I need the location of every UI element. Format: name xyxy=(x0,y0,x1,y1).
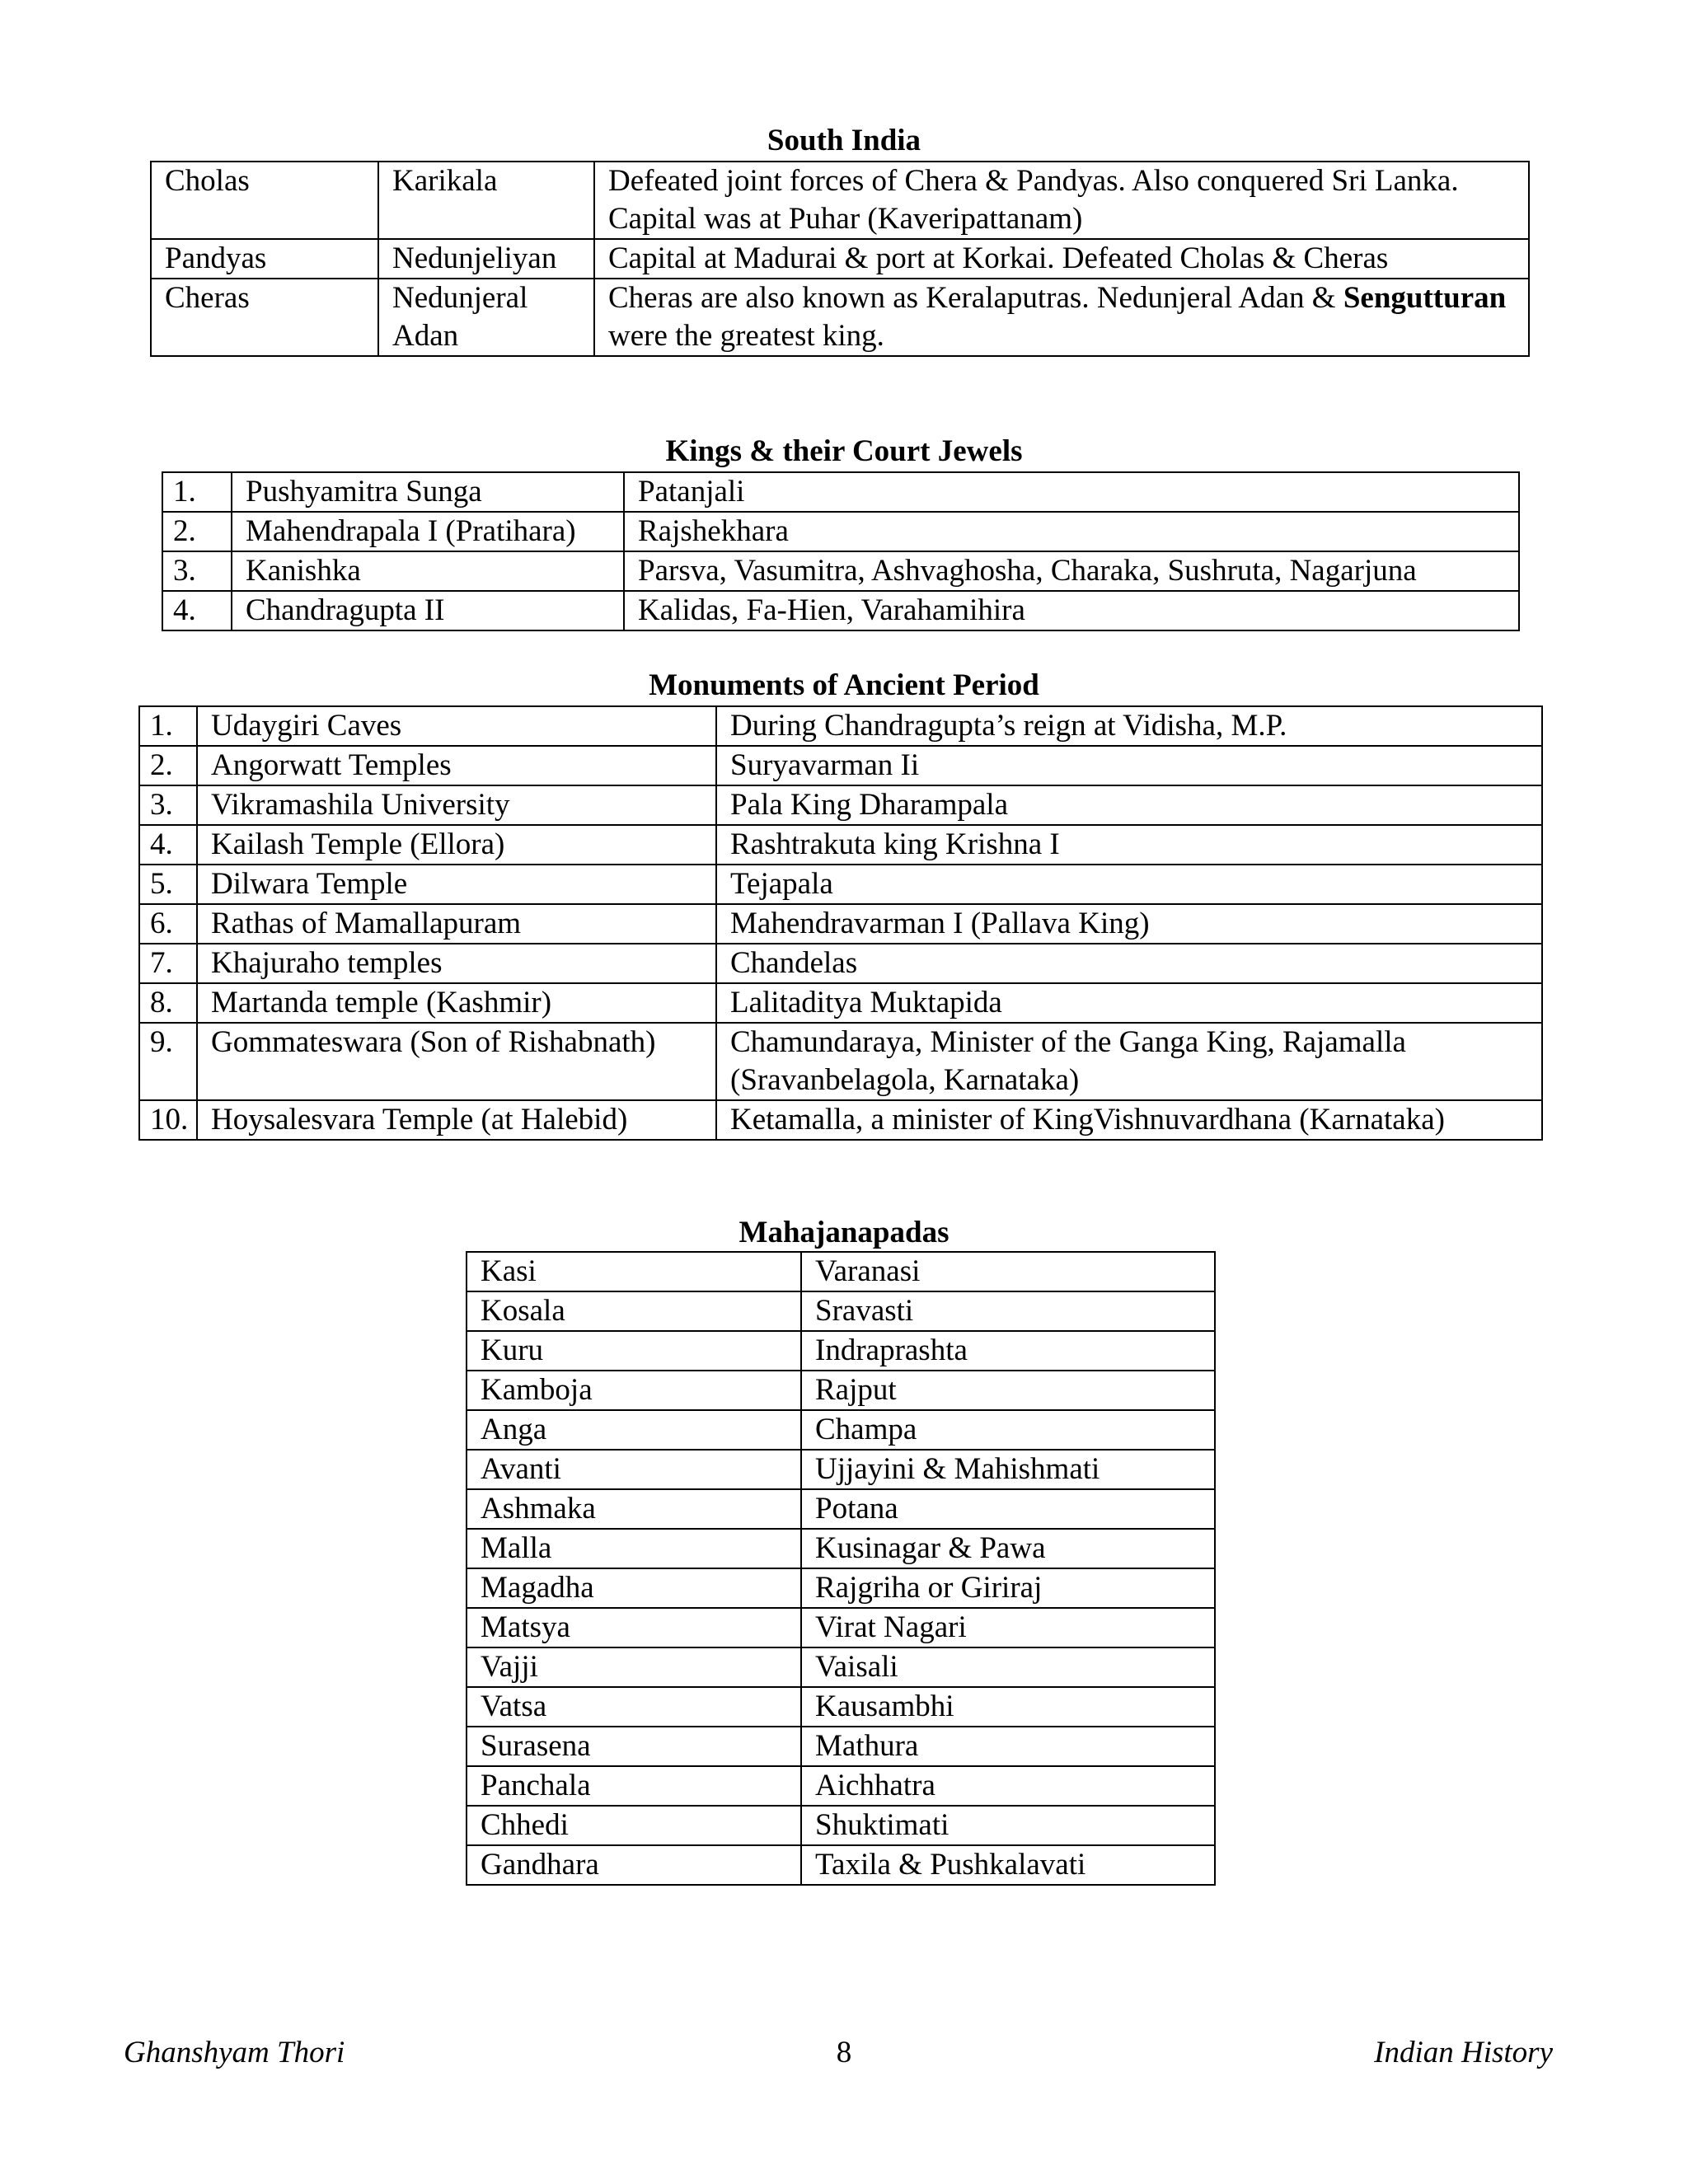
n-cell: 5. xyxy=(139,865,197,904)
king-cell: Karikala xyxy=(378,162,594,239)
table-row xyxy=(467,1845,1215,1885)
name-cell: Rathas of Mamallapuram xyxy=(197,904,716,944)
capital-cell: Kausambhi xyxy=(801,1687,1215,1727)
name-cell: Kosala xyxy=(467,1291,801,1331)
king-cell: Nedunjeral Adan xyxy=(378,279,594,356)
n-cell: 1. xyxy=(162,472,232,512)
table-row xyxy=(139,865,1542,904)
mahajanapadas-table xyxy=(466,1251,1216,1886)
detail-cell: Lalitaditya Muktapida xyxy=(716,983,1542,1023)
name-cell: Ashmaka xyxy=(467,1489,801,1529)
capital-cell: Sravasti xyxy=(801,1291,1215,1331)
table-row xyxy=(139,1023,1542,1100)
table-row xyxy=(467,1727,1215,1766)
detail-cell: Chandelas xyxy=(716,944,1542,983)
note-text: were the greatest king. xyxy=(608,319,884,353)
capital-cell: Virat Nagari xyxy=(801,1608,1215,1647)
table-row xyxy=(467,1371,1215,1410)
court-jewels-table xyxy=(162,471,1520,631)
jewels-cell: Kalidas, Fa-Hien, Varahamihira xyxy=(624,591,1519,630)
table-row xyxy=(139,746,1542,785)
detail-cell: Tejapala xyxy=(716,865,1542,904)
table-row xyxy=(139,904,1542,944)
capital-cell: Mathura xyxy=(801,1727,1215,1766)
n-cell: 4. xyxy=(139,825,197,865)
table-row xyxy=(162,472,1519,512)
capital-cell: Champa xyxy=(801,1410,1215,1450)
table-row xyxy=(139,706,1542,746)
jewels-cell: Rajshekhara xyxy=(624,512,1519,551)
table-row xyxy=(467,1806,1215,1845)
footer-subject: Indian History xyxy=(1374,2036,1553,2069)
king-cell: Mahendrapala I (Pratihara) xyxy=(232,512,624,551)
table-row xyxy=(467,1291,1215,1331)
table-row xyxy=(467,1331,1215,1371)
name-cell: Angorwatt Temples xyxy=(197,746,716,785)
table-row xyxy=(467,1489,1215,1529)
table-row xyxy=(467,1766,1215,1806)
name-cell: Chhedi xyxy=(467,1806,801,1845)
detail-cell: Rashtrakuta king Krishna I xyxy=(716,825,1542,865)
table-row xyxy=(162,512,1519,551)
footer-author: Ghanshyam Thori xyxy=(124,2036,345,2069)
note-cell: Capital at Madurai & port at Korkai. Defeated Cholas & Cheras xyxy=(594,239,1529,279)
detail-cell: Chamundaraya, Minister of the Ganga King, Rajamalla (Sravanbelagola, Karnataka) xyxy=(716,1023,1542,1100)
capital-cell: Aichhatra xyxy=(801,1766,1215,1806)
monuments-table xyxy=(138,705,1543,1141)
dynasty-cell: Pandyas xyxy=(151,239,378,279)
name-cell: Magadha xyxy=(467,1568,801,1608)
name-cell: Matsya xyxy=(467,1608,801,1647)
n-cell: 4. xyxy=(162,591,232,630)
table-row xyxy=(151,279,1529,356)
name-cell: Kuru xyxy=(467,1331,801,1371)
n-cell: 6. xyxy=(139,904,197,944)
table-row xyxy=(139,825,1542,865)
capital-cell: Shuktimati xyxy=(801,1806,1215,1845)
name-cell: Kasi xyxy=(467,1252,801,1291)
king-cell: Chandragupta II xyxy=(232,591,624,630)
name-cell: Udaygiri Caves xyxy=(197,706,716,746)
table-row xyxy=(467,1568,1215,1608)
n-cell: 7. xyxy=(139,944,197,983)
dynasty-cell: Cholas xyxy=(151,162,378,239)
capital-cell: Indraprashta xyxy=(801,1331,1215,1371)
name-cell: Khajuraho temples xyxy=(197,944,716,983)
detail-cell: Suryavarman Ii xyxy=(716,746,1542,785)
dynasty-cell: Cheras xyxy=(151,279,378,356)
capital-cell: Rajput xyxy=(801,1371,1215,1410)
king-cell: Kanishka xyxy=(232,551,624,591)
capital-cell: Taxila & Pushkalavati xyxy=(801,1845,1215,1885)
n-cell: 3. xyxy=(139,785,197,825)
table-row xyxy=(467,1529,1215,1568)
note-text: Cheras are also known as Keralaputras. Nedunjeral Adan & xyxy=(608,281,1343,315)
name-cell: Dilwara Temple xyxy=(197,865,716,904)
capital-cell: Kusinagar & Pawa xyxy=(801,1529,1215,1568)
table-row xyxy=(467,1687,1215,1727)
n-cell: 2. xyxy=(162,512,232,551)
mahajanapadas-title: Mahajanapadas xyxy=(738,1216,950,1249)
note-cell xyxy=(594,279,1529,356)
capital-cell: Varanasi xyxy=(801,1252,1215,1291)
name-cell: Kamboja xyxy=(467,1371,801,1410)
name-cell: Hoysalesvara Temple (at Halebid) xyxy=(197,1100,716,1140)
table-row xyxy=(162,591,1519,630)
note-bold-text: Sengutturan xyxy=(1343,281,1507,315)
table-row xyxy=(467,1450,1215,1489)
n-cell: 3. xyxy=(162,551,232,591)
capital-cell: Potana xyxy=(801,1489,1215,1529)
table-row xyxy=(467,1252,1215,1291)
table-row xyxy=(151,162,1529,239)
south-india-title: South India xyxy=(767,124,921,157)
name-cell: Gandhara xyxy=(467,1845,801,1885)
name-cell: Martanda temple (Kashmir) xyxy=(197,983,716,1023)
name-cell: Anga xyxy=(467,1410,801,1450)
table-row xyxy=(162,551,1519,591)
n-cell: 8. xyxy=(139,983,197,1023)
name-cell: Vatsa xyxy=(467,1687,801,1727)
south-india-table xyxy=(150,161,1530,357)
name-cell: Avanti xyxy=(467,1450,801,1489)
table-row xyxy=(139,944,1542,983)
capital-cell: Vaisali xyxy=(801,1647,1215,1687)
name-cell: Malla xyxy=(467,1529,801,1568)
page-number: 8 xyxy=(836,2036,852,2069)
note-cell: Defeated joint forces of Chera & Pandyas. Also conquered Sri Lanka. Capital was at Puhar (Kaveripattanam) xyxy=(594,162,1529,239)
table-row xyxy=(139,983,1542,1023)
name-cell: Panchala xyxy=(467,1766,801,1806)
jewels-cell: Parsva, Vasumitra, Ashvaghosha, Charaka, Sushruta, Nagarjuna xyxy=(624,551,1519,591)
name-cell: Surasena xyxy=(467,1727,801,1766)
n-cell: 1. xyxy=(139,706,197,746)
king-cell: Nedunjeliyan xyxy=(378,239,594,279)
table-row xyxy=(139,1100,1542,1140)
table-row xyxy=(151,239,1529,279)
court-jewels-title: Kings & their Court Jewels xyxy=(665,434,1023,468)
name-cell: Vikramashila University xyxy=(197,785,716,825)
monuments-title: Monuments of Ancient Period xyxy=(649,668,1039,702)
name-cell: Gommateswara (Son of Rishabnath) xyxy=(197,1023,716,1100)
name-cell: Vajji xyxy=(467,1647,801,1687)
table-row xyxy=(467,1608,1215,1647)
n-cell: 2. xyxy=(139,746,197,785)
n-cell: 9. xyxy=(139,1023,197,1100)
table-row xyxy=(467,1410,1215,1450)
name-cell: Kailash Temple (Ellora) xyxy=(197,825,716,865)
king-cell: Pushyamitra Sunga xyxy=(232,472,624,512)
detail-cell: Pala King Dharampala xyxy=(716,785,1542,825)
n-cell: 10. xyxy=(139,1100,197,1140)
detail-cell: During Chandragupta’s reign at Vidisha, M.P. xyxy=(716,706,1542,746)
jewels-cell: Patanjali xyxy=(624,472,1519,512)
capital-cell: Rajgriha or Giriraj xyxy=(801,1568,1215,1608)
table-row xyxy=(139,785,1542,825)
detail-cell: Mahendravarman I (Pallava King) xyxy=(716,904,1542,944)
table-row xyxy=(467,1647,1215,1687)
capital-cell: Ujjayini & Mahishmati xyxy=(801,1450,1215,1489)
detail-cell: Ketamalla, a minister of KingVishnuvardhana (Karnataka) xyxy=(716,1100,1542,1140)
